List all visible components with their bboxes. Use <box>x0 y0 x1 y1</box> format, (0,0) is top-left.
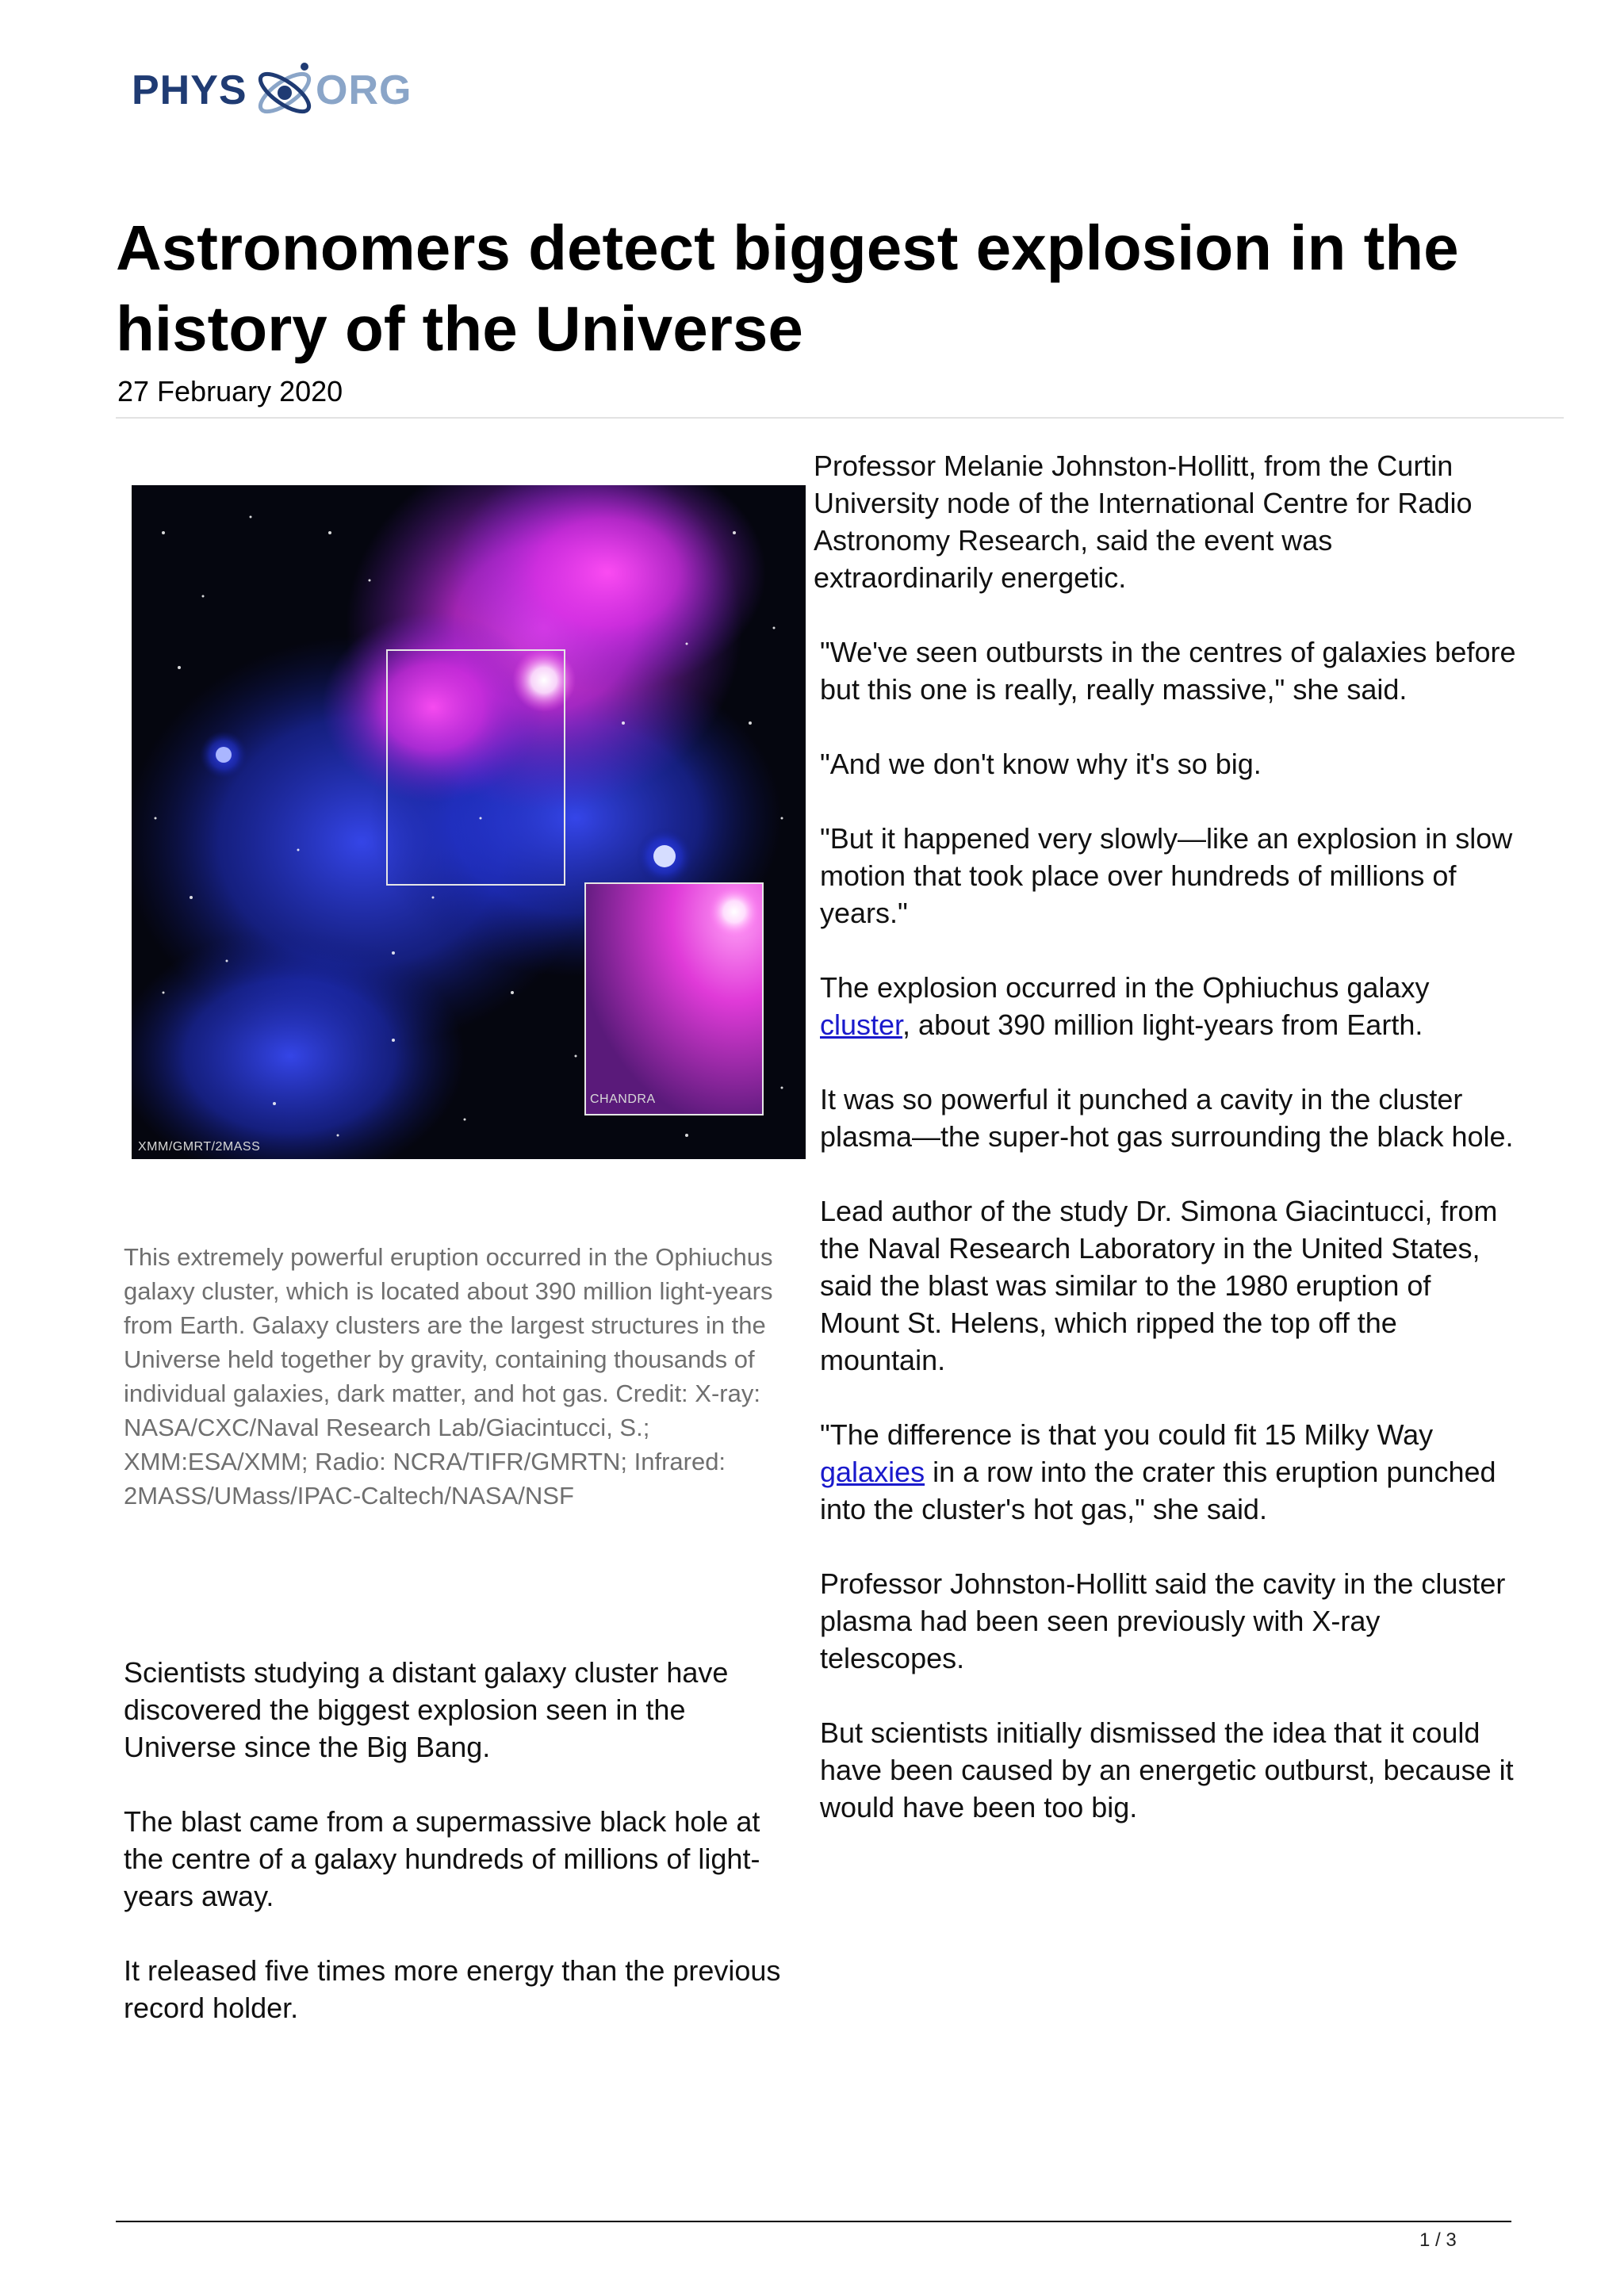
paragraph: The blast came from a supermassive black hole at the centre of a galaxy hundreds of millions of light-years away. <box>124 1805 760 1912</box>
cluster-link[interactable]: cluster <box>820 1008 903 1041</box>
article-date: 27 February 2020 <box>117 375 343 408</box>
logo-word-left: PHYS <box>132 67 247 113</box>
figure-caption: This extremely powerful eruption occurred in the Ophiuchus galaxy cluster, which is located about 390 million light-years from Earth. Galaxy clusters are the largest structures in the Universe held together by gravity, containing thousands of individual galaxies, dark matter, and hot gas. Credit: X-ray: NASA/CXC/Naval Research Lab/Giacintucci, S.; XMM:ESA/XMM; Radio: NCRA/TIFR/GMRTN; Infrared: 2MASS/UMass/IPAC-Caltech/NASA/NSF <box>124 1243 773 1510</box>
footer-divider <box>116 2221 1511 2222</box>
phys-org-logo[interactable] <box>132 49 433 136</box>
paragraph: It was so powerful it punched a cavity in the cluster plasma—the super-hot gas surrounding the black hole. <box>820 1083 1514 1153</box>
paragraph: Scientists studying a distant galaxy cluster have discovered the biggest explosion seen in the Universe since the Big Bang. <box>124 1656 729 1763</box>
paragraph: "And we don't know why it's so big. <box>820 748 1262 780</box>
logo-word-right: ORG <box>316 67 412 113</box>
paragraph <box>820 969 1518 1043</box>
text-segment: , about 390 million light-years from Earth. <box>902 1008 1423 1041</box>
galaxy-cluster-image <box>132 485 806 1159</box>
article-title: Astronomers detect biggest explosion in the history of the Universe <box>116 212 1459 364</box>
body-right-column <box>814 447 1518 1863</box>
header-divider <box>116 417 1564 419</box>
galaxies-link[interactable]: galaxies <box>820 1456 925 1488</box>
text-segment: The explosion occurred in the Ophiuchus galaxy <box>820 971 1430 1004</box>
paragraph: But scientists initially dismissed the idea that it could have been caused by an energetic outburst, because it would have been too big. <box>820 1716 1514 1823</box>
paragraph: Lead author of the study Dr. Simona Giacintucci, from the Naval Research Laboratory in the United States, said the blast was similar to the 1980 eruption of Mount St. Helens, which ripped the top off the mountain. <box>820 1195 1498 1376</box>
paragraph: It released five times more energy than the previous record holder. <box>124 1954 781 2024</box>
text-segment: "The difference is that you could fit 15 Milky Way <box>820 1418 1434 1451</box>
image-credit-label: XMM/GMRT/2MASS <box>138 1140 261 1154</box>
article-figure[interactable] <box>132 485 806 1159</box>
atom-icon <box>249 49 320 136</box>
paragraph <box>820 1416 1518 1528</box>
text-segment: in a row into the crater this eruption punched into the cluster's hot gas," she said. <box>820 1456 1496 1525</box>
paragraph: Professor Melanie Johnston-Hollitt, from the Curtin University node of the International Centre for Radio Astronomy Research, said the event was extraordinarily energetic. <box>814 450 1473 594</box>
paragraph: "But it happened very slowly—like an explosion in slow motion that took place over hundreds of millions of years." <box>820 822 1513 929</box>
body-left-column <box>124 1654 806 2064</box>
page-number: 1 / 3 <box>1419 2229 1457 2251</box>
inset-label: CHANDRA <box>590 1093 656 1106</box>
paragraph: Professor Johnston-Hollitt said the cavity in the cluster plasma had been seen previously with X-ray telescopes. <box>820 1567 1506 1674</box>
paragraph: "We've seen outbursts in the centres of galaxies before but this one is really, really massive," she said. <box>820 636 1516 706</box>
